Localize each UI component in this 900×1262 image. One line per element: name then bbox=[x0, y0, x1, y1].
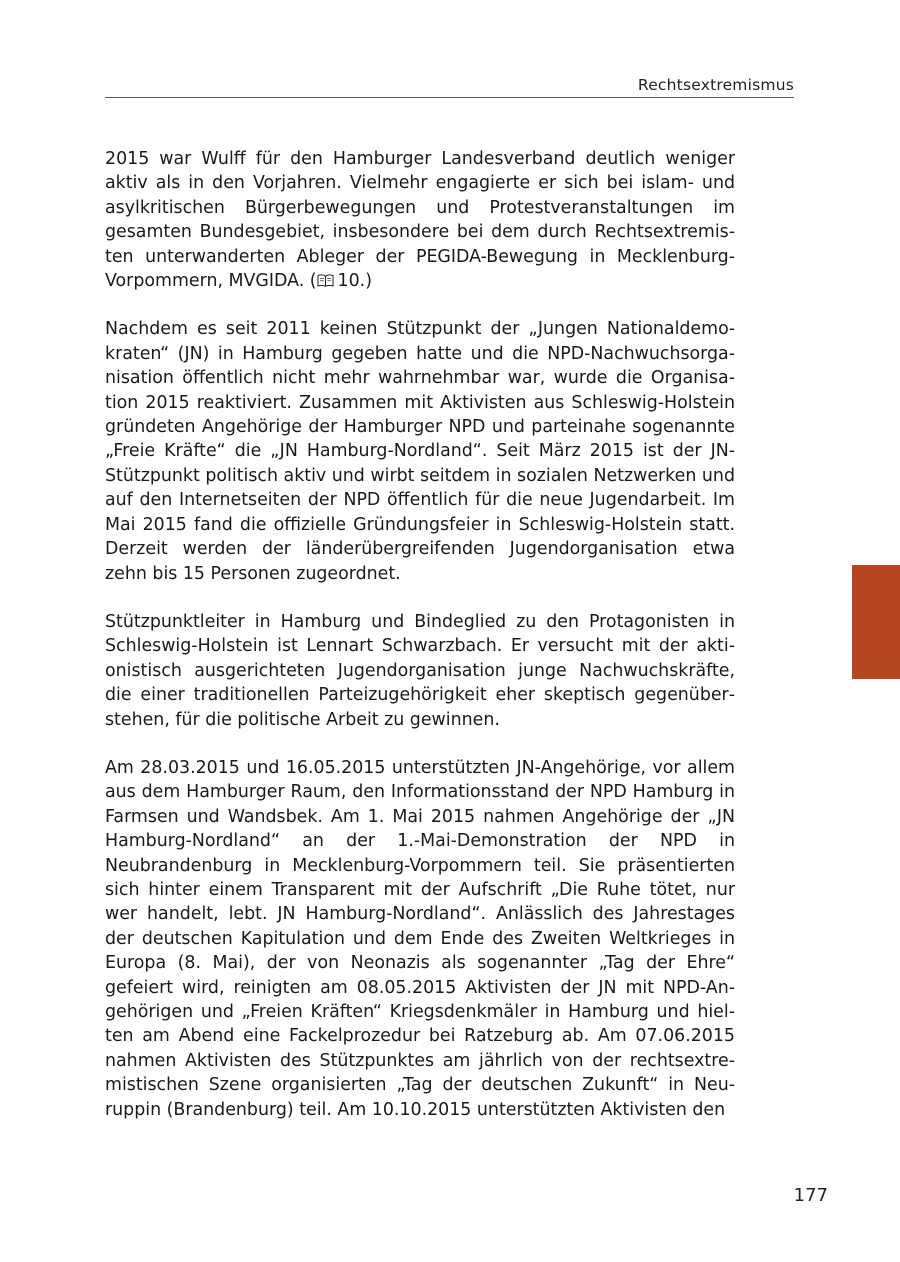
chapter-tab-marker bbox=[852, 565, 900, 679]
body-text bbox=[105, 147, 735, 1146]
page-number: 177 bbox=[793, 1185, 828, 1206]
paragraph-1-text: 2015 war Wulff für den Hamburger Landesverband deutlich weniger aktiv als in den Vorjahren. Vielmehr engagierte er sich bei islam- und asylkritischen Bürgerbewegungen und Protestveranstaltungen im gesamten Bundesgebiet, insbesondere bei dem durch Rechtsextremisten unterwanderten Ableger der PEGIDA-Bewegung in Mecklenburg-Vorpommern, MVGIDA. ( bbox=[105, 149, 735, 292]
reference-number: 10.) bbox=[337, 271, 372, 292]
paragraph-3: Stützpunktleiter in Hamburg und Bindeglied zu den Protagonisten in Schleswig-Holstein ist Lennart Schwarzbach. Er versucht mit der aktionistisch ausgerichteten Jugendorganisation junge Nachwuchskräfte, die einer traditionellen Parteizugehörigkeit eher skeptisch gegenüberstehen, für die politische Arbeit zu gewinnen. bbox=[105, 611, 735, 730]
running-header: Rechtsextremismus bbox=[637, 76, 794, 94]
paragraph-1 bbox=[105, 147, 735, 293]
paragraph-4: Am 28.03.2015 und 16.05.2015 unterstützten JN-Angehörige, vor allem aus dem Hamburger Raum, den Informationsstand der NPD Hamburg in Farmsen und Wandsbek. Am 1. Mai 2015 nahmen Angehörige der „JN Hamburg-Nordland“ an der 1.-Mai-Demonstration der NPD in Neubrandenburg in Mecklenburg-Vorpommern teil. Sie präsentierten sich hinter einem Transparent mit der Aufschrift „Die Ruhe tötet, nur wer handelt, lebt. JN Hamburg-Nordland“. Anlässlich des Jahrestages der deutschen Kapitulation und dem Ende des Zweiten Weltkrieges in Europa (8. Mai), der von Neonazis als sogenannter „Tag der Ehre“ gefeiert wird, reinigten am 08.05.2015 Aktivisten der JN mit NPD-Angehörigen und „Freien Kräften“ Kriegsdenkmäler in Hamburg und hielten am Abend eine Fackelprozedur bei Ratzeburg ab. Am 07.06.2015 nahmen Aktivisten des Stützpunktes am jährlich von der rechtsextremistischen Szene organisierten „Tag der deutschen Zukunft“ in Neuruppin (Brandenburg) teil. Am 10.10.2015 unterstützten Aktivisten den bbox=[105, 757, 735, 1120]
book-icon bbox=[317, 270, 334, 283]
paragraph-2: Nachdem es seit 2011 keinen Stützpunkt der „Jungen Nationaldemokraten“ (JN) in Hamburg gegeben hatte und die NPD-Nachwuchsorganisation öffentlich nicht mehr wahrnehmbar war, wurde die Organisation 2015 reaktiviert. Zusammen mit Aktivisten aus Schleswig-Holstein gründeten Angehörige der Hamburger NPD und parteinahe sogenannte „Freie Kräfte“ die „JN Hamburg-Nordland“. Seit März 2015 ist der JN-Stützpunkt politisch aktiv und wirbt seitdem in sozialen Netzwerken und auf den Internetseiten der NPD öffentlich für die neue Jugendarbeit. Im Mai 2015 fand die offizielle Gründungsfeier in Schleswig-Holstein statt. Derzeit werden der länderübergreifenden Jugendorganisation etwa zehn bis 15 Personen zugeordnet. bbox=[105, 319, 735, 584]
header-rule bbox=[105, 97, 794, 98]
